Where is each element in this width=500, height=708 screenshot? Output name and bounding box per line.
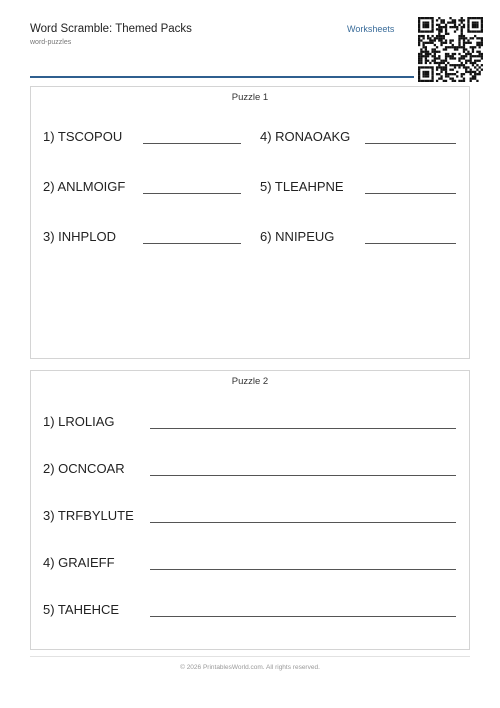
scrambled-word: 5) TAHEHCE <box>43 602 120 617</box>
page-subtitle: word-puzzles <box>30 39 72 46</box>
answer-line[interactable] <box>150 616 456 617</box>
footer-divider <box>30 656 470 657</box>
copyright-footer: © 2026 PrintablesWorld.com. All rights reserved. <box>180 664 320 671</box>
answer-line[interactable] <box>150 569 456 570</box>
answer-line[interactable] <box>150 428 456 429</box>
header-divider <box>30 76 414 78</box>
puzzle-1-panel <box>30 86 470 359</box>
scrambled-word: 3) TRFBYLUTE <box>43 508 134 523</box>
puzzle-2-panel <box>30 370 470 650</box>
answer-line[interactable] <box>365 243 456 244</box>
puzzle-1-item-6 <box>260 229 460 249</box>
scrambled-word: 1) TSCOPOU <box>43 129 123 144</box>
puzzle-2-item-4 <box>43 555 458 575</box>
scrambled-word: 3) INHPLOD <box>43 229 116 244</box>
puzzle-1-item-3 <box>43 229 243 249</box>
answer-line[interactable] <box>143 143 241 144</box>
scrambled-word: 6) NNIPEUG <box>260 229 335 244</box>
puzzle-1-item-5 <box>260 179 460 199</box>
scrambled-word: 2) ANLMOIGF <box>43 179 126 194</box>
puzzle-2-item-3 <box>43 508 458 528</box>
answer-line[interactable] <box>143 193 241 194</box>
scrambled-word: 4) RONAOAKG <box>260 129 351 144</box>
answer-line[interactable] <box>365 143 456 144</box>
scrambled-word: 2) OCNCOAR <box>43 461 125 476</box>
puzzle-2-item-2 <box>43 461 458 481</box>
answer-line[interactable] <box>150 522 456 523</box>
answer-line[interactable] <box>365 193 456 194</box>
puzzle-2-item-5 <box>43 602 458 622</box>
puzzle-1-item-2 <box>43 179 243 199</box>
page-header <box>30 20 470 78</box>
scrambled-word: 1) LROLIAG <box>43 414 115 429</box>
puzzle-2-item-1 <box>43 414 458 434</box>
scrambled-word: 4) GRAIEFF <box>43 555 115 570</box>
scrambled-word: 5) TLEAHPNE <box>260 179 344 194</box>
puzzle-title: Puzzle 2 <box>231 376 269 387</box>
answer-line[interactable] <box>143 243 241 244</box>
answer-line[interactable] <box>150 475 456 476</box>
puzzle-1-item-1 <box>43 129 243 149</box>
page-title: Word Scramble: Themed Packs <box>30 23 192 35</box>
puzzle-1-item-4 <box>260 129 460 149</box>
worksheets-link[interactable]: Worksheets <box>347 24 395 34</box>
qr-code-icon[interactable] <box>418 17 483 82</box>
puzzle-title: Puzzle 1 <box>231 92 269 103</box>
